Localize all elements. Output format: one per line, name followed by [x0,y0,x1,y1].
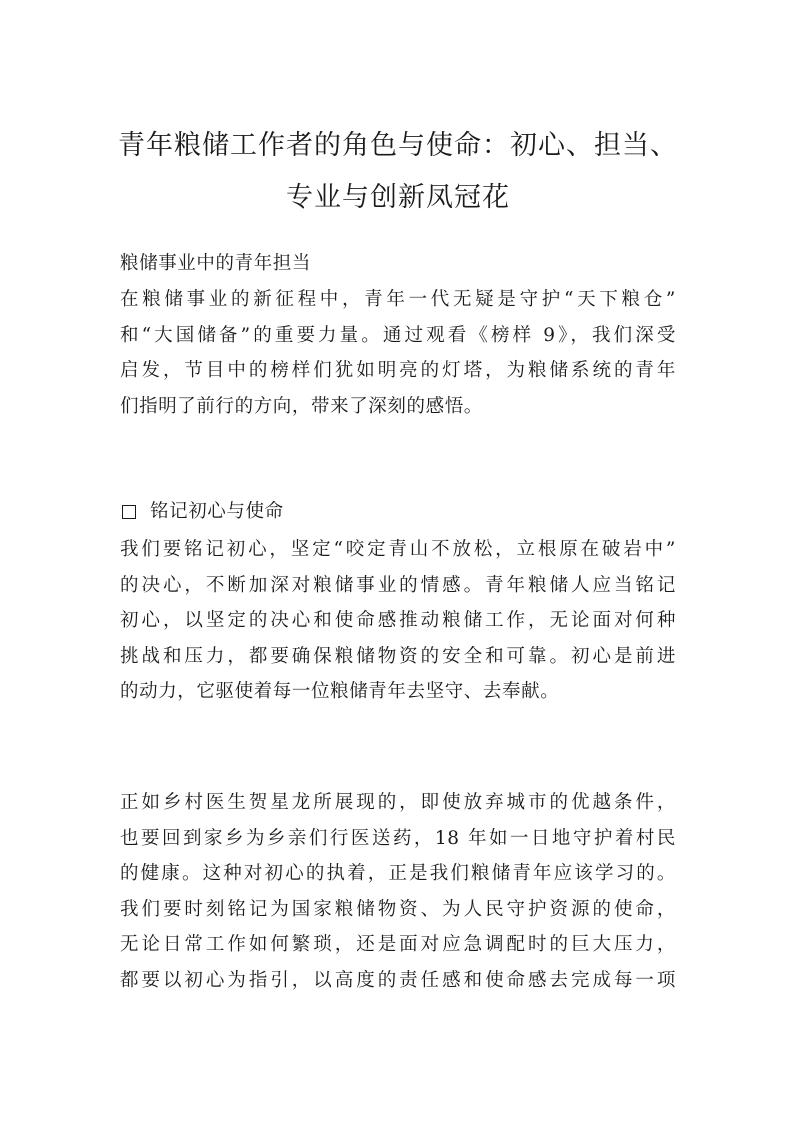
section-paragraph-mission [120,532,676,710]
section-heading-mission [120,494,284,530]
document-title [118,120,678,224]
paragraph-line: 初心，以坚定的决心和使命感推动粮储工作，无论面对何种 [120,610,676,631]
title-line-1: 青年粮储工作者的角色与使命：初心、担当、 [118,130,678,161]
paragraph-line: 的决心，不断加深对粮储事业的情感。青年粮储人应当铭记 [120,574,676,596]
paragraph-line: 也要回到家乡为乡亲们行医送药，18 年如一日地守护着村民 [120,827,676,849]
section-heading-mission-text: 铭记初心与使命 [150,501,284,522]
checkbox-bullet-icon [122,505,136,519]
paragraph-line: 正如乡村医生贺星龙所展现的，即使放弃城市的优越条件， [120,792,676,813]
paragraph-line: 挑战和压力，都要确保粮储物资的安全和可靠。初心是前进 [120,645,676,667]
paragraph-line: 们指明了前行的方向，带来了深刻的感悟。 [120,395,483,417]
paragraph-line: 的动力，它驱使着每一位粮储青年去坚守、去奉献。 [120,681,560,702]
paragraph-line: 和“大国储备”的重要力量。通过观看《榜样 9》，我们深受 [120,324,676,346]
paragraph-line: 都要以初心为指引，以高度的责任感和使命感去完成每一项 [120,969,676,991]
title-line-2: 专业与创新凤冠花 [286,182,510,213]
paragraph-line: 启发，节目中的榜样们犹如明亮的灯塔，为粮储系统的青年 [120,360,676,381]
section-paragraph-youth [120,282,676,424]
paragraph-line: 我们要铭记初心，坚定“咬定青山不放松，立根原在破岩中” [120,539,676,560]
section-paragraph-example [120,785,676,998]
paragraph-line: 无论日常工作如何繁琐，还是面对应急调配时的巨大压力， [120,934,676,955]
paragraph-line: 的健康。这种对初心的执着，正是我们粮储青年应该学习的。 [120,863,676,884]
paragraph-line: 在粮储事业的新征程中，青年一代无疑是守护“天下粮仓” [120,289,676,310]
section-heading-youth: 粮储事业中的青年担当 [120,253,312,274]
paragraph-line: 我们要时刻铭记为国家粮储物资、为人民守护资源的使命， [120,898,676,920]
